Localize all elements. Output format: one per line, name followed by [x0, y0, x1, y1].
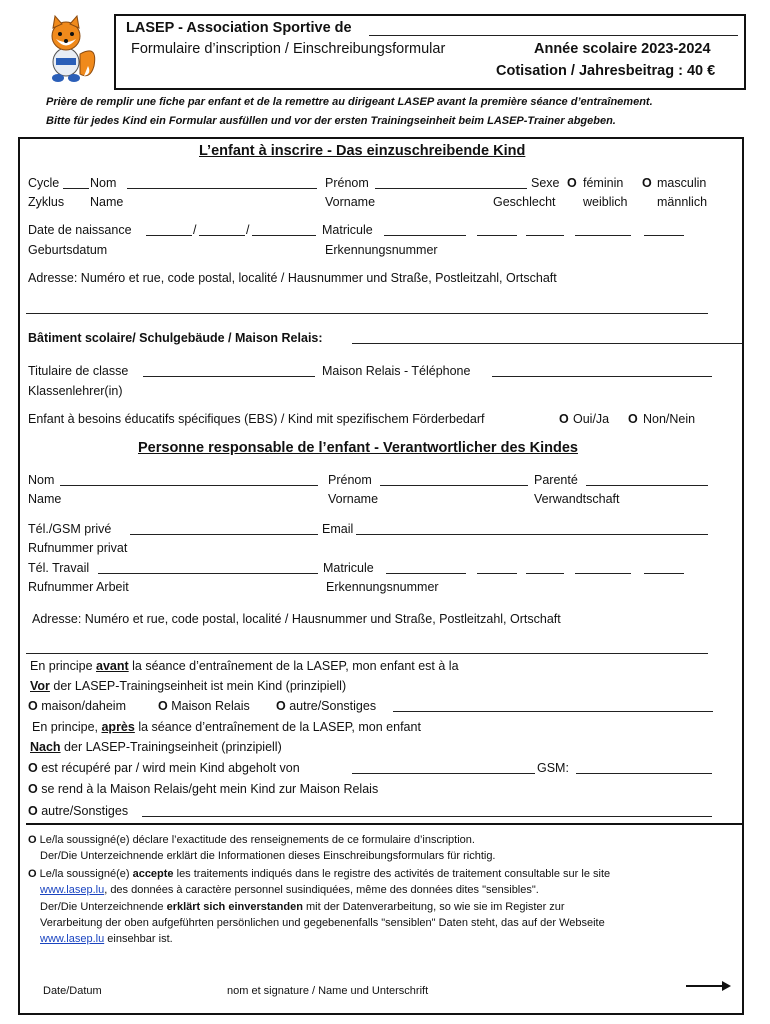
after-line-2: Nach der LASEP-Trainingseinheit (prinzipiell)	[30, 740, 282, 754]
after-autre-field[interactable]	[142, 816, 712, 817]
signature-label: nom et signature / Name und Unterschrift	[227, 985, 429, 997]
after-gsm-field[interactable]	[576, 773, 712, 774]
birthdate-day-field[interactable]	[146, 235, 192, 236]
child-nom-field[interactable]	[127, 188, 317, 189]
consent-2-de-2: Verarbeitung der oben aufgeführten persönlichen und gegebenenfalls "sensiblen" Daten steht, das auf der Webseite	[40, 917, 605, 929]
before-autre-field[interactable]	[393, 711, 713, 712]
tel-prive-field[interactable]	[130, 534, 318, 535]
after-recupere-radio[interactable]: O	[28, 761, 38, 775]
form-title: Formulaire d’inscription / Einschreibungsformular	[131, 41, 446, 57]
cycle-label: Cycle	[28, 176, 60, 190]
before-autre-label: autre/Sonstiges	[289, 699, 377, 713]
ebs-non-label: Non/Nein	[643, 412, 696, 426]
feminin-label: féminin	[583, 176, 624, 190]
parent-address-field[interactable]	[26, 653, 708, 654]
child-matricule-label: Matricule	[322, 223, 373, 237]
before-autre-option	[276, 699, 376, 714]
child-matricule-field-3[interactable]	[526, 235, 564, 236]
header-title: LASEP - Association Sportive de	[126, 20, 352, 36]
parente-field[interactable]	[586, 485, 708, 486]
birthdate-month-field[interactable]	[199, 235, 245, 236]
after-relais-label: se rend à la Maison Relais/geht mein Kind zur Maison Relais	[41, 782, 379, 796]
ebs-non-radio[interactable]: O	[628, 412, 638, 426]
after-autre-radio[interactable]: O	[28, 804, 38, 818]
consent-1-de: Der/Die Unterzeichnende erklärt die Informationen dieses Einschreibungsformulars für richtig.	[40, 850, 496, 862]
consent-2-line-2: www.lasep.lu, des données à caractère personnel susindiquées, même des données dites "sensibles".	[40, 884, 539, 896]
titulaire-label: Titulaire de classe	[28, 364, 129, 378]
parent-prenom-field[interactable]	[380, 485, 528, 486]
parent-prenom-label: Prénom	[328, 473, 372, 487]
parent-matricule-field-1[interactable]	[386, 573, 466, 574]
after-gsm-label: GSM:	[537, 761, 569, 775]
feminin-radio[interactable]: O	[567, 176, 577, 190]
tel-prive-label: Tél./GSM privé	[28, 522, 112, 536]
klassenlehrer-label: Klassenlehrer(in)	[28, 384, 123, 398]
email-label: Email	[322, 522, 354, 536]
parente-label: Parenté	[534, 473, 578, 487]
lasep-link-1[interactable]: www.lasep.lu	[40, 884, 105, 896]
school-year: Année scolaire 2023-2024	[534, 41, 711, 57]
before-relais-radio[interactable]: O	[158, 699, 168, 713]
tel-travail-field[interactable]	[98, 573, 318, 574]
ebs-oui-radio[interactable]: O	[559, 412, 569, 426]
consent-2-option: O Le/la soussigné(e) accepte les traitements indiqués dans le registre des activités de traitement consultable sur le site	[28, 868, 611, 880]
consent-divider	[26, 823, 742, 825]
consent-1-fr: Le/la soussigné(e) déclare l’exactitude des renseignements de ce formulaire d’inscription.	[39, 834, 475, 846]
child-matricule-field-4[interactable]	[575, 235, 631, 236]
weiblich-label: weiblich	[583, 195, 628, 209]
child-prenom-label: Prénom	[325, 176, 369, 190]
after-autre-option	[28, 804, 128, 819]
after-relais-option	[28, 782, 378, 797]
ebs-oui-label: Oui/Ja	[573, 412, 610, 426]
after-line-1: En principe, après la séance d’entraînement de la LASEP, mon enfant	[32, 720, 421, 734]
parent-matricule-field-4[interactable]	[575, 573, 631, 574]
parent-matricule-field-2[interactable]	[477, 573, 517, 574]
birthdate-year-field[interactable]	[252, 235, 316, 236]
maison-relais-tel-label: Maison Relais - Téléphone	[322, 364, 471, 378]
parent-name-label: Name	[28, 492, 62, 506]
rufnummer-arbeit-label: Rufnummer Arbeit	[28, 580, 129, 594]
cycle-field[interactable]	[63, 188, 89, 189]
geburtsdatum-label: Geburtsdatum	[28, 243, 108, 257]
instructions-fr: Prière de remplir une fiche par enfant et de la remettre au dirigeant LASEP avant la première séance d’entraînement.	[46, 96, 653, 108]
consent-2-checkbox[interactable]: O	[28, 868, 37, 880]
parent-vorname-label: Vorname	[328, 492, 379, 506]
child-name-label: Name	[90, 195, 124, 209]
before-autre-radio[interactable]: O	[276, 699, 286, 713]
before-line-2: Vor der LASEP-Trainingseinheit ist mein Kind (prinzipiell)	[30, 679, 347, 693]
after-recupere-option	[28, 761, 300, 776]
zyklus-label: Zyklus	[28, 195, 65, 209]
date-label: Date/Datum	[43, 985, 102, 997]
parent-address-label: Adresse: Numéro et rue, code postal, localité / Hausnummer und Straße, Postleitzahl, Ortschaft	[32, 612, 561, 626]
arrow-right-icon	[686, 979, 732, 993]
maison-relais-tel-field[interactable]	[492, 376, 712, 377]
child-prenom-field[interactable]	[375, 188, 527, 189]
fee: Cotisation / Jahresbeitrag : 40 €	[496, 63, 716, 79]
after-recupere-name-field[interactable]	[352, 773, 535, 774]
child-erkennungsnummer-label: Erkennungsnummer	[325, 243, 438, 257]
before-relais-option	[158, 699, 250, 714]
before-maison-label: maison/daheim	[41, 699, 126, 713]
before-line-1: En principe avant la séance d’entraînement de la LASEP, mon enfant est à la	[30, 659, 459, 673]
consent-2-de-1: Der/Die Unterzeichnende erklärt sich einverstanden mit der Datenverarbeitung, so wie sie im Register zur	[40, 901, 565, 913]
fox-mascot-logo	[36, 14, 100, 86]
child-matricule-field-2[interactable]	[477, 235, 517, 236]
parent-matricule-field-5[interactable]	[644, 573, 684, 574]
association-name-line[interactable]	[369, 35, 738, 36]
tel-travail-label: Tél. Travail	[28, 561, 90, 575]
before-maison-radio[interactable]: O	[28, 699, 38, 713]
after-relais-radio[interactable]: O	[28, 782, 38, 796]
child-section-title: L’enfant à inscrire - Das einzuschreibende Kind	[199, 143, 526, 159]
rufnummer-privat-label: Rufnummer privat	[28, 541, 128, 555]
child-address-label: Adresse: Numéro et rue, code postal, localité / Hausnummer und Straße, Postleitzahl, Ortschaft	[28, 271, 557, 285]
sexe-label: Sexe	[531, 176, 560, 190]
verwandtschaft-label: Verwandtschaft	[534, 492, 620, 506]
maennlich-label: männlich	[657, 195, 708, 209]
child-matricule-field-1[interactable]	[384, 235, 466, 236]
before-relais-label: Maison Relais	[171, 699, 250, 713]
consent-1-option	[28, 833, 475, 848]
school-building-field[interactable]	[352, 343, 742, 344]
child-matricule-field-5[interactable]	[644, 235, 684, 236]
masculin-label: masculin	[657, 176, 707, 190]
after-autre-label: autre/Sonstiges	[41, 804, 129, 818]
school-building-label: Bâtiment scolaire/ Schulgebäude / Maison Relais:	[28, 331, 323, 345]
instructions-de: Bitte für jedes Kind ein Formular ausfüllen und vor der ersten Trainingseinheit beim LASEP-Trainer abgeben.	[46, 115, 616, 127]
titulaire-field[interactable]	[143, 376, 315, 377]
parent-matricule-field-3[interactable]	[526, 573, 564, 574]
child-address-field[interactable]	[26, 313, 708, 314]
before-options	[28, 699, 126, 714]
parent-erkennungsnummer-label: Erkennungsnummer	[326, 580, 439, 594]
consent-1-checkbox[interactable]: O	[28, 834, 37, 846]
lasep-link-2[interactable]: www.lasep.lu	[40, 933, 105, 945]
child-nom-label: Nom	[90, 176, 117, 190]
child-vorname-label: Vorname	[325, 195, 376, 209]
parent-nom-field[interactable]	[60, 485, 318, 486]
after-recupere-label: est récupéré par / wird mein Kind abgeholt von	[41, 761, 300, 775]
parent-section-title: Personne responsable de l’enfant - Verantwortlicher des Kindes	[138, 440, 578, 456]
parent-nom-label: Nom	[28, 473, 55, 487]
masculin-radio[interactable]: O	[642, 176, 652, 190]
email-field[interactable]	[356, 534, 708, 535]
geschlecht-label: Geschlecht	[493, 195, 556, 209]
consent-2-de-3: www.lasep.lu einsehbar ist.	[40, 933, 173, 945]
ebs-label: Enfant à besoins éducatifs spécifiques (EBS) / Kind mit spezifischem Förderbedarf	[28, 412, 485, 426]
birthdate-label: Date de naissance	[28, 223, 132, 237]
parent-matricule-label: Matricule	[323, 561, 374, 575]
